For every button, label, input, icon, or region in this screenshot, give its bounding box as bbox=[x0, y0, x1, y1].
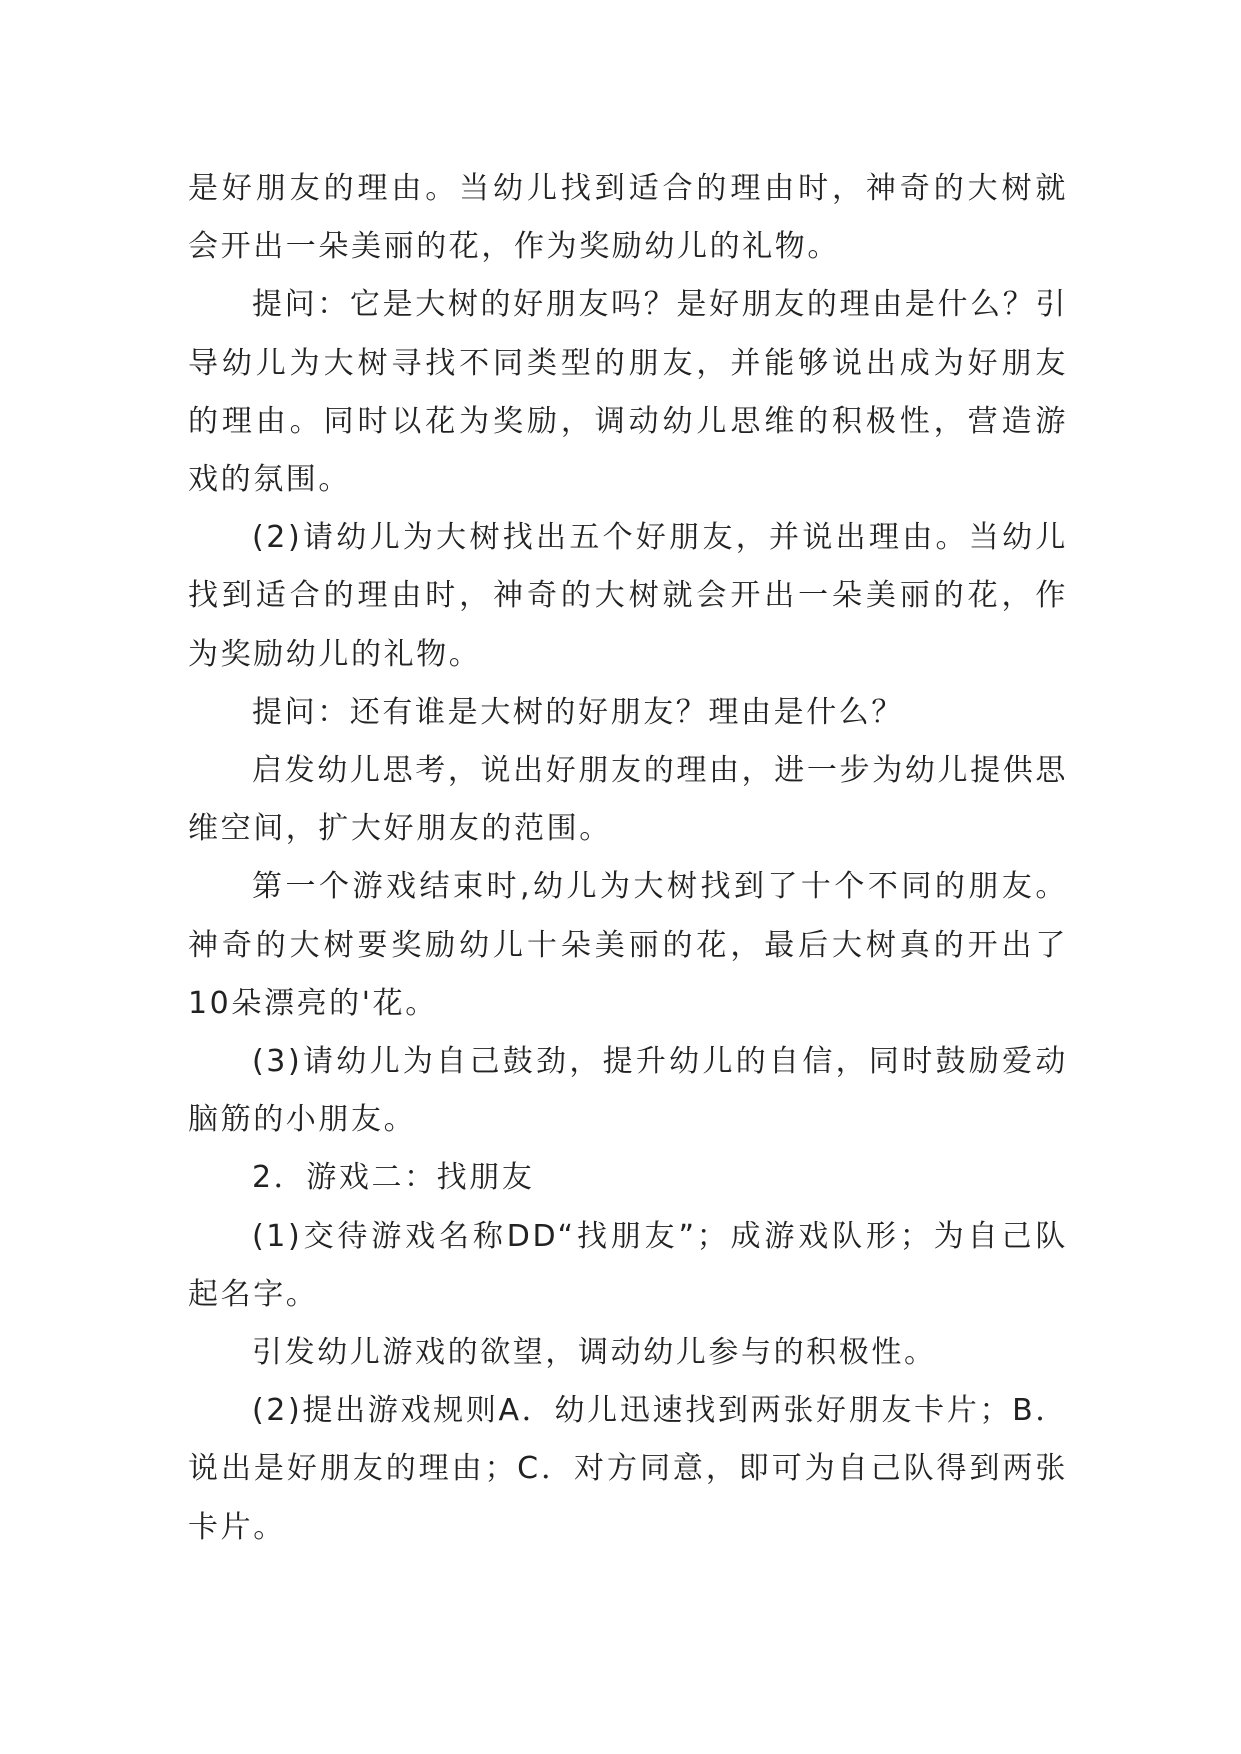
paragraph-2: 提问：它是大树的好朋友吗？是好朋友的理由是什么？引导幼儿为大树寻找不同类型的朋友，并能够说出成为好朋友的理由。同时以花为奖励，调动幼儿思维的积极性，营造游戏的氛围。 bbox=[188, 287, 1068, 498]
paragraph-6: 第一个游戏结束时,幼儿为大树找到了十个不同的朋友。神奇的大树要奖励幼儿十朵美丽的花，最后大树真的开出了10朵漂亮的'花。 bbox=[188, 869, 1068, 1021]
paragraph-4: 提问：还有谁是大树的好朋友？理由是什么？ bbox=[252, 694, 904, 730]
paragraph-11: (2)提出游戏规则A．幼儿迅速找到两张好朋友卡片；B．说出是好朋友的理由；C．对方同意，即可为自己队得到两张卡片。 bbox=[188, 1393, 1068, 1545]
paragraph-8: 2．游戏二：找朋友 bbox=[252, 1160, 535, 1196]
paragraph-5: 启发幼儿思考，说出好朋友的理由，进一步为幼儿提供思维空间，扩大好朋友的范围。 bbox=[188, 753, 1068, 847]
paragraph-7: (3)请幼儿为自己鼓劲，提升幼儿的自信，同时鼓励爱动脑筋的小朋友。 bbox=[188, 1044, 1068, 1138]
paragraph-1: 是好朋友的理由。当幼儿找到适合的理由时，神奇的大树就会开出一朵美丽的花，作为奖励幼儿的礼物。 bbox=[188, 171, 1068, 265]
paragraph-9: (1)交待游戏名称DD“找朋友”；成游戏队形；为自己队起名字。 bbox=[188, 1218, 1068, 1312]
paragraph-3: (2)请幼儿为大树找出五个好朋友，并说出理由。当幼儿找到适合的理由时，神奇的大树就会开出一朵美丽的花，作为奖励幼儿的礼物。 bbox=[188, 520, 1068, 672]
document-body bbox=[188, 160, 1068, 1557]
paragraph-10: 引发幼儿游戏的欲望，调动幼儿参与的积极性。 bbox=[252, 1335, 937, 1371]
